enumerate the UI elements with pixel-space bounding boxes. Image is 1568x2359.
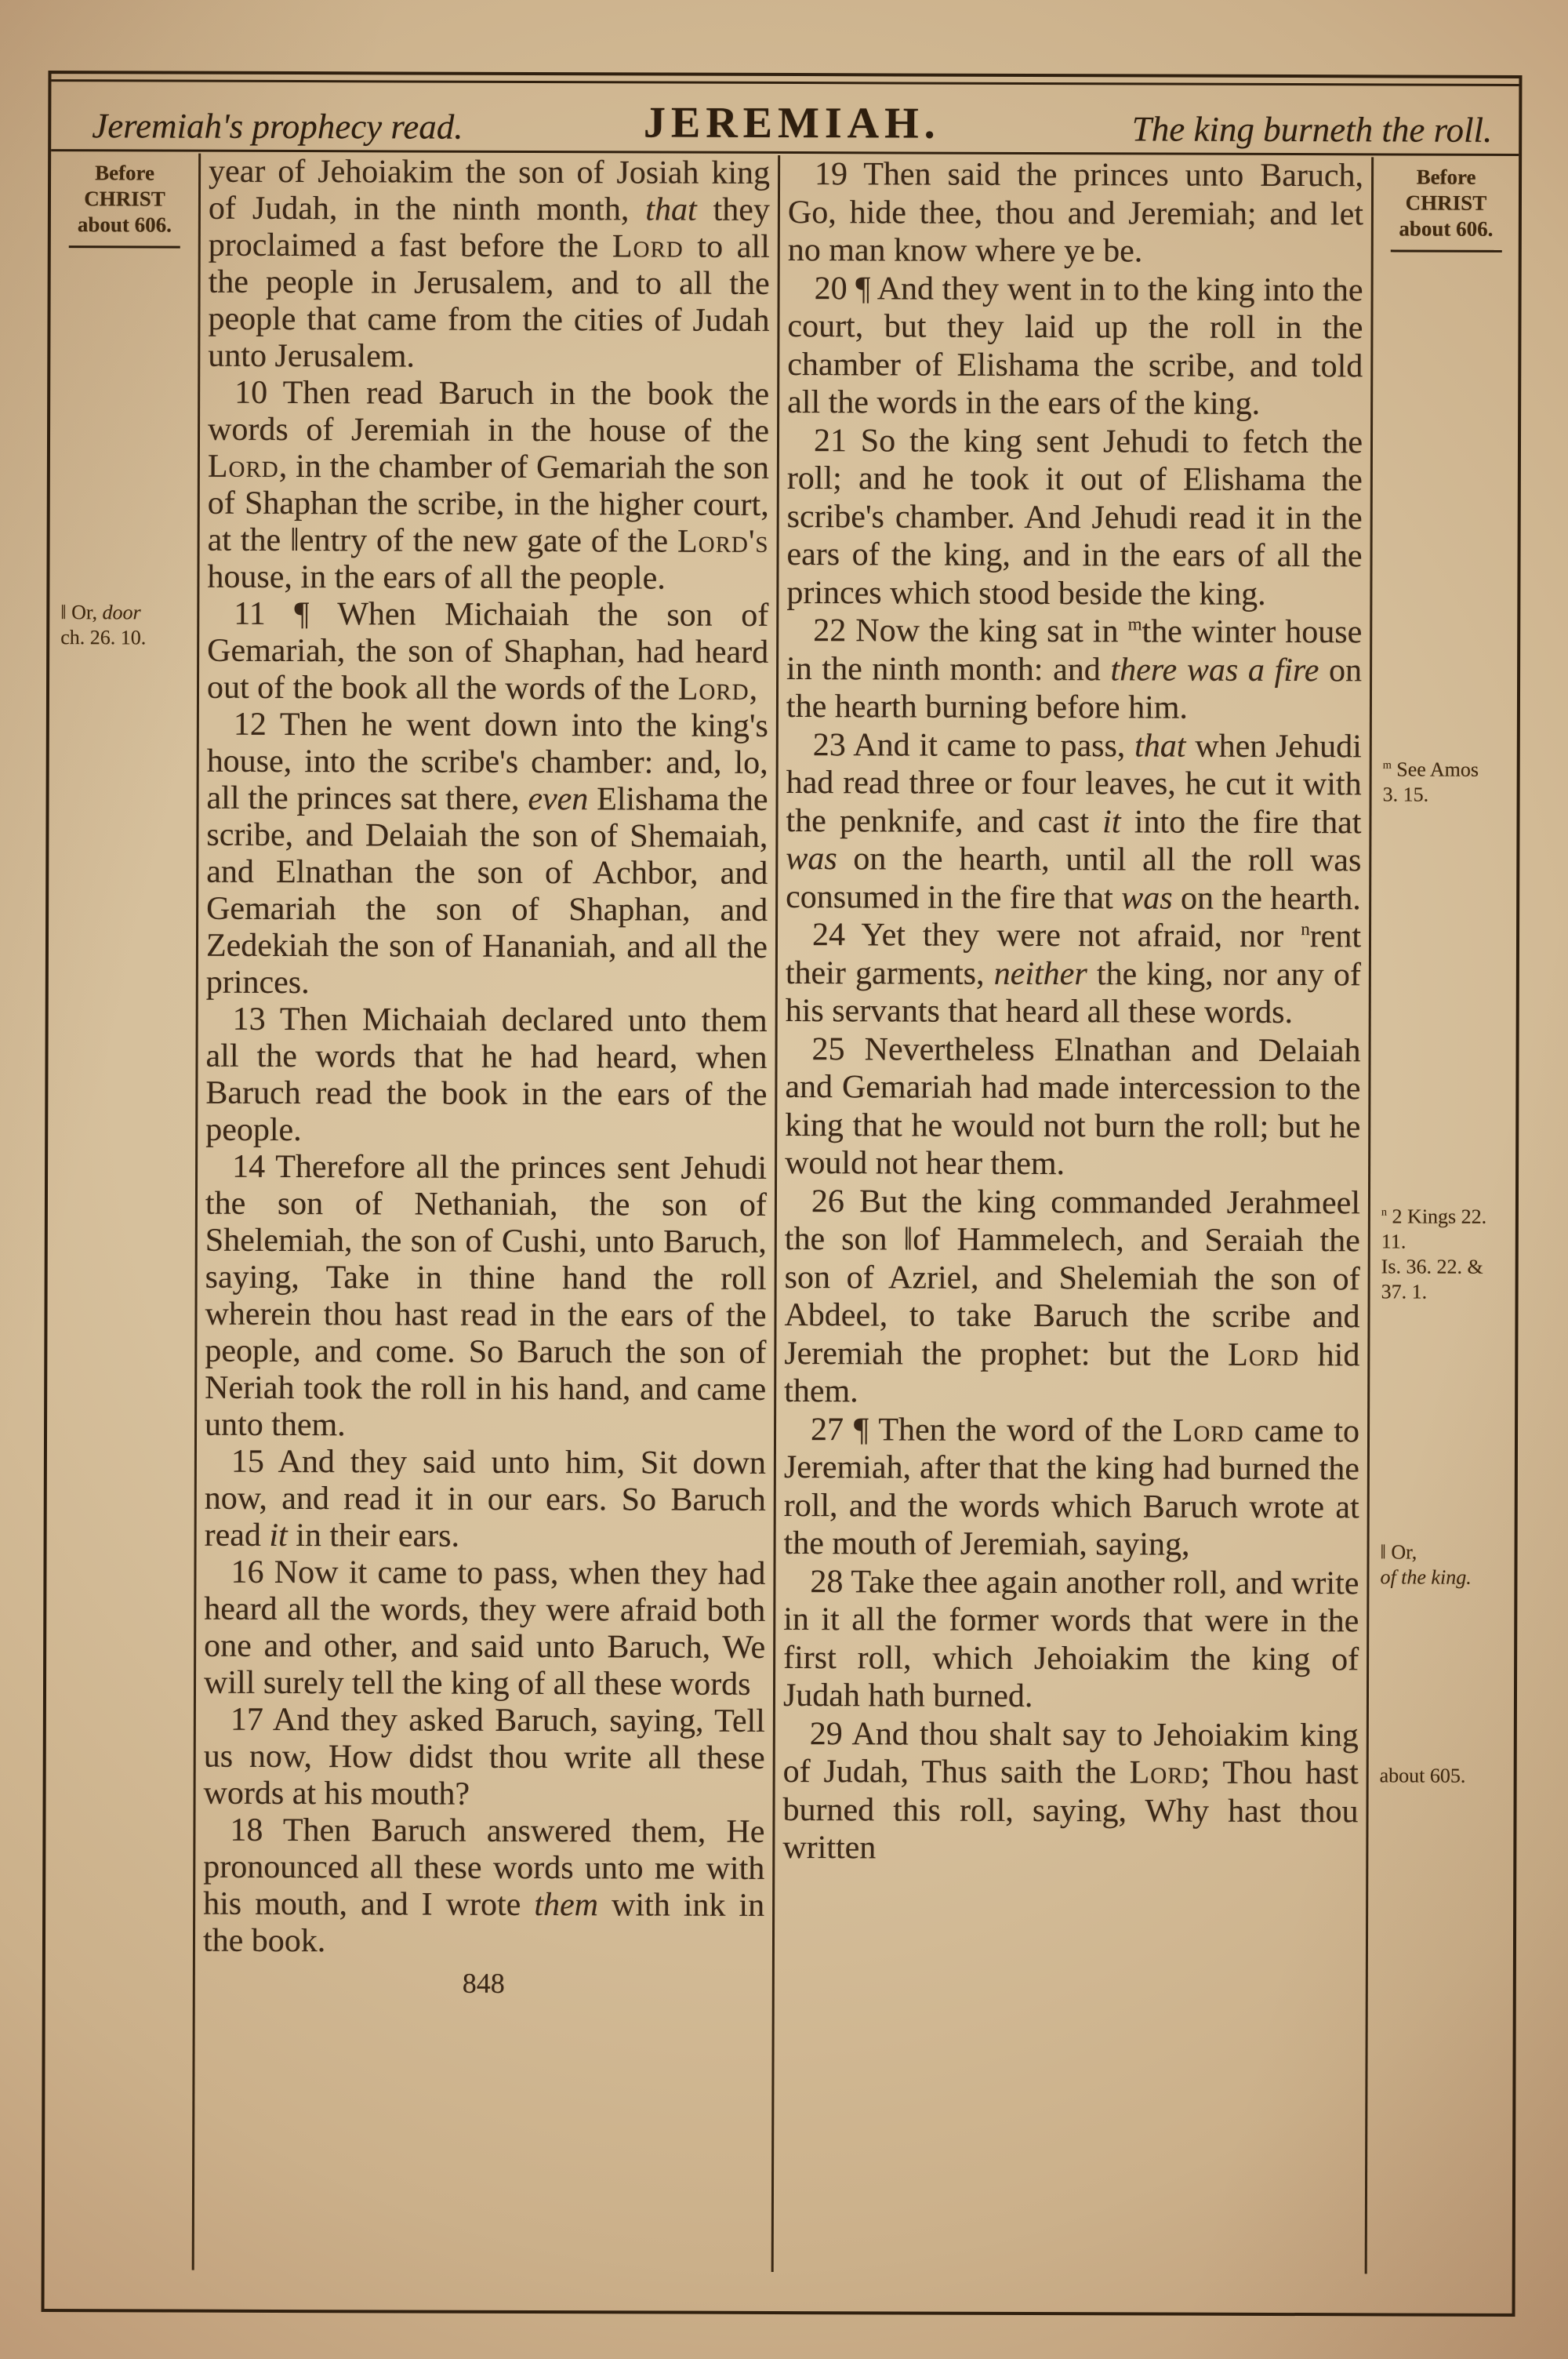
page-number: 848 bbox=[462, 1967, 505, 1999]
verse-number: 20 bbox=[814, 270, 848, 307]
verse: 25 Nevertheless Elnathan and Delaiah and Gemariah had made intercession to the king that he would not burn the roll; but he would not hear them. bbox=[785, 1030, 1361, 1183]
verse-number: 12 bbox=[233, 706, 267, 743]
verse: 29 And thou shalt say to Jehoiakim king of Judah, Thus saith the Lord; Thou hast burned this roll, saying, Why hast thou written bbox=[782, 1715, 1359, 1866]
verse: 12 Then he went down into the king's house, into the scribe's chamber: and, lo, all the princes sat there, even Elishama the scribe, and Delaiah the son of Shemaiah, and Elnathan the son of Achbor, and Gemariah the son of Shaphan, and Zedekiah the son of Hananiah, and all the princes. bbox=[205, 706, 768, 1001]
left-text-column bbox=[194, 154, 779, 2305]
before-christ-line: about 606. bbox=[1399, 216, 1494, 241]
running-head-left: Jeremiah's prophecy read. bbox=[92, 106, 463, 147]
verse: 16 Now it came to pass, when they had heard all the words, they were afraid both one and other, and said unto Baruch, We will surely tell the king of all these words bbox=[203, 1554, 766, 1703]
before-christ-line: about 606. bbox=[77, 213, 172, 237]
before-christ-line: Before bbox=[95, 161, 155, 185]
margin-note: $^n$ 2 Kings 22. 11. Is. 36. 22. & 37. 1. bbox=[1381, 1205, 1487, 1303]
verse-number: 13 bbox=[232, 1001, 266, 1038]
verse: 13 Then Michaiah declared unto them all the words that he had heard, when Baruch read the book in the ears of the people. bbox=[205, 1001, 768, 1149]
verse-number: 26 bbox=[811, 1183, 845, 1219]
verse: year of Jehoiakim the son of Josiah king of Judah, in the ninth month, that they proclaimed a fast before the Lord to all the people in Jerusalem, and to all the people that came from the cities of Judah unto Jerusalem. bbox=[208, 153, 771, 375]
verse: 17 And they asked Baruch, saying, Tell us now, How didst thou write all these words at his mouth? bbox=[203, 1701, 765, 1812]
left-margin-column bbox=[45, 153, 199, 2303]
verse: 27 ¶ Then the word of the Lord came to Jeremiah, after that the king had burned the roll, and the words which Baruch wrote at the mouth of Jeremiah, saying, bbox=[783, 1411, 1360, 1563]
verse-number: 23 bbox=[812, 726, 846, 763]
verse-number: 19 bbox=[815, 156, 848, 193]
verse-number: 15 bbox=[230, 1443, 264, 1480]
right-margin-column bbox=[1367, 157, 1519, 2307]
left-verses bbox=[203, 154, 770, 1961]
verse-number: 29 bbox=[809, 1715, 843, 1752]
verse: 10 Then read Baruch in the book the words of Jeremiah in the house of the Lord, in the chamber of Gemariah the son of Shaphan the scribe, in the higher court, at the ‖entry of the new gate of the Lord's house, in the ears of all the people. bbox=[207, 374, 770, 597]
before-christ-line: CHRIST bbox=[84, 187, 165, 211]
running-head-right: The king burneth the roll. bbox=[1131, 109, 1493, 150]
verse: 26 But the king commanded Jerahmeel the son ‖of Hammelech, and Seraiah the son of Azriel, and Shelemiah the son of Abdeel, to take Baruch the scribe and Jeremiah the prophet: but the Lord hid them. bbox=[784, 1183, 1361, 1410]
verse: 22 Now the king sat in $^m$the winter house in the ninth month: and there was a fire on the hearth burning before him. bbox=[786, 612, 1363, 726]
before-christ-heading-right bbox=[1374, 157, 1519, 253]
verse-number: 25 bbox=[811, 1030, 845, 1067]
margin-note: $^m$ See Amos 3. 15. bbox=[1382, 758, 1479, 806]
page-frame bbox=[42, 71, 1523, 2317]
verse: 21 So the king sent Jehudi to fetch the roll; and he took it out of Elishama the scribe's chamber. And Jehudi read it in the ears of the king, and in the ears of all the princes which stood beside the king. bbox=[786, 422, 1363, 612]
verse: 14 Therefore all the princes sent Jehudi the son of Nethaniah, the son of Shelemiah, the son of Cushi, unto Baruch, saying, Take in thine hand the roll wherein thou hast read in the ears of the people, and come. So Baruch the son of Neriah took the roll in his hand, and came unto them. bbox=[204, 1148, 768, 1444]
verse-number: 18 bbox=[230, 1812, 263, 1848]
verse-number: 22 bbox=[813, 612, 847, 649]
margin-note: ‖ Or, of the king. bbox=[1380, 1540, 1472, 1589]
margin-note: ‖ Or, door ch. 26. 10. bbox=[60, 601, 147, 649]
before-christ-line: Before bbox=[1416, 165, 1476, 189]
verse: 24 Yet they were not afraid, nor $^n$rent their garments, neither the king, nor any of his servants that heard all these words. bbox=[785, 917, 1362, 1031]
before-christ-line: CHRIST bbox=[1405, 191, 1487, 215]
right-text-column bbox=[774, 155, 1372, 2306]
verse: 11 ¶ When Michaiah the son of Gemariah, the son of Shaphan, had heard out of the book all the words of the Lord, bbox=[206, 595, 769, 707]
page-content bbox=[45, 153, 1519, 2307]
before-christ-rule bbox=[1390, 249, 1501, 252]
verse: 19 Then said the princes unto Baruch, Go, hide thee, thou and Jeremiah; and let no man know where ye be. bbox=[787, 156, 1364, 270]
verse: 23 And it came to pass, that when Jehudi had read three or four leaves, he cut it with the penknife, and cast it into the fire that was on the hearth, until all the roll was consumed in the fire that was on the hearth. bbox=[786, 726, 1362, 917]
verse-number: 11 bbox=[234, 595, 266, 632]
book-title: JEREMIAH. bbox=[643, 98, 941, 148]
before-christ-heading-left bbox=[51, 153, 198, 249]
margin-note: about 605. bbox=[1379, 1764, 1466, 1787]
verse-number: 16 bbox=[230, 1554, 264, 1590]
verse-number: 27 bbox=[810, 1411, 844, 1448]
verse: 20 ¶ And they went in to the king into the court, but they laid up the roll in the chamber of Elishama the scribe, and told all the words in the ears of the king. bbox=[787, 270, 1363, 422]
right-verses bbox=[782, 155, 1363, 1869]
verse-number: 17 bbox=[230, 1701, 263, 1738]
verse: 18 Then Baruch answered them, He pronounced all these words unto me with his mouth, and I wrote them with ink in the book. bbox=[202, 1812, 765, 1960]
verse: 15 And they said unto him, Sit down now, and read it in our ears. So Baruch read it in their ears. bbox=[204, 1443, 766, 1554]
before-christ-rule bbox=[69, 245, 180, 248]
running-head bbox=[51, 82, 1519, 151]
verse-number: 28 bbox=[810, 1563, 844, 1600]
verse-number: 21 bbox=[813, 422, 848, 459]
verse-number: 24 bbox=[811, 917, 846, 954]
verse: 28 Take thee again another roll, and write in it all the former words that were in the first roll, which Jehoiakim the king of Judah hath burned. bbox=[782, 1563, 1359, 1715]
verse-number: 10 bbox=[234, 374, 268, 411]
verse-number: 14 bbox=[232, 1148, 266, 1185]
